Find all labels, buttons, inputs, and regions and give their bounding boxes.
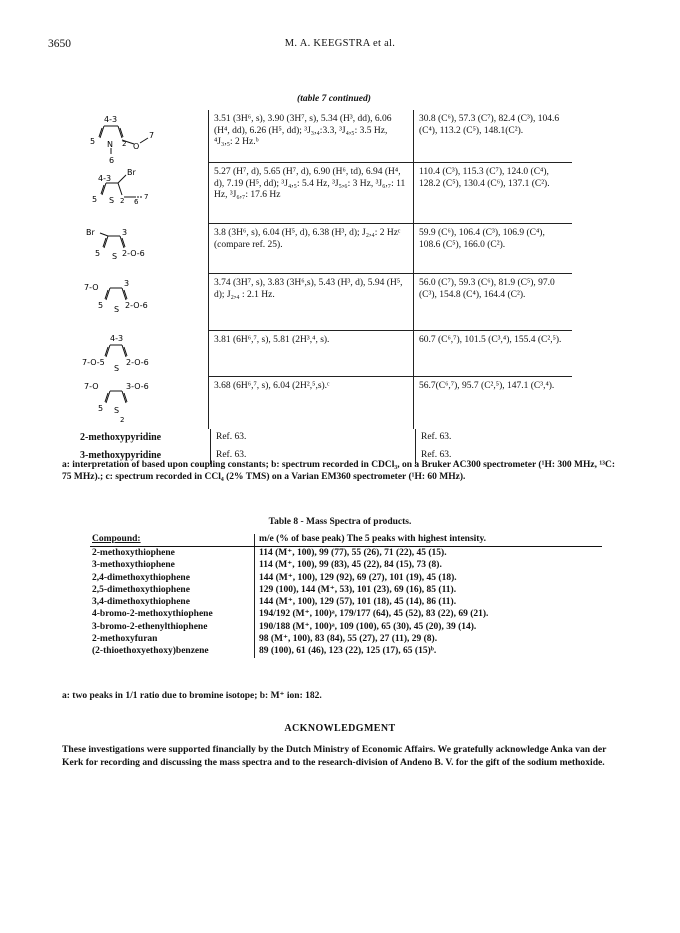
peaks-cell: 89 (100), 61 (46), 123 (22), 125 (17), 65 (15)ᵇ. bbox=[254, 645, 602, 657]
table-row bbox=[90, 621, 602, 633]
h-nmr-cell: 3.74 (3H⁷, s), 3.83 (3H⁶,s), 5.43 (H³, d), 5.94 (H⁵, d); J₂,₄ : 2.1 Hz. bbox=[208, 274, 413, 331]
table-row bbox=[78, 110, 572, 163]
structure-6-drawing bbox=[82, 377, 192, 433]
structure-5 bbox=[82, 331, 192, 377]
h-nmr-cell: 3.51 (3H⁶, s), 3.90 (3H⁷, s), 5.34 (H³, dd), 6.06 (H⁴, dd), 6.26 (H⁵, dd); ³J₃,₄:3.3, ³J₄,₅: 3.5 Hz, ⁴J₃,₅: 2 Hz.ᵇ bbox=[208, 110, 413, 163]
structure-1-label-43: 4-3 bbox=[104, 115, 118, 124]
table-header-row bbox=[90, 534, 602, 547]
table-row bbox=[90, 584, 602, 596]
structure-1 bbox=[82, 110, 192, 163]
structure-cell bbox=[78, 224, 208, 274]
structure-3-label-5: 5 bbox=[95, 249, 101, 258]
table-row bbox=[90, 645, 602, 657]
c-nmr-cell: 56.7(C⁶,⁷), 95.7 (C²,⁵), 147.1 (C³,⁴). bbox=[413, 377, 572, 429]
peaks-cell: 114 (M⁺, 100), 99 (83), 45 (22), 84 (15), 73 (8). bbox=[254, 559, 602, 571]
structure-4-drawing bbox=[82, 274, 192, 334]
structure-4-label-3: 3 bbox=[124, 279, 130, 288]
structure-5-sulfur: S bbox=[114, 364, 120, 373]
h-nmr-cell: 3.68 (6H⁶,⁷, s), 6.04 (2H²,⁵,s).ᶜ bbox=[208, 377, 413, 429]
structure-1-label-7: 7 bbox=[149, 131, 155, 140]
compound-cell: 2-methoxythiophene bbox=[92, 548, 175, 558]
table-row bbox=[90, 596, 602, 608]
peaks-cell: 129 (100), 144 (M⁺, 53), 101 (23), 69 (16), 85 (11). bbox=[254, 584, 602, 596]
structure-6-label-5: 5 bbox=[98, 404, 104, 413]
running-header bbox=[48, 38, 632, 54]
table-row bbox=[90, 559, 602, 571]
compound-cell: 2-methoxyfuran bbox=[92, 634, 158, 645]
peaks-cell: 144 (M⁺, 100), 129 (92), 69 (27), 101 (19), 45 (18). bbox=[254, 572, 602, 584]
table-row bbox=[78, 163, 572, 224]
structure-1-label-6: 6 bbox=[109, 156, 115, 165]
peaks-cell: 144 (M⁺, 100), 129 (57), 101 (18), 45 (14), 86 (11). bbox=[254, 596, 602, 608]
structure-5-methoxy-right: 2-O-6 bbox=[126, 358, 149, 367]
h-nmr-cell: 3.81 (6H⁶,⁷, s), 5.81 (2H³,⁴, s). bbox=[208, 331, 413, 377]
header-compound: Compound: bbox=[92, 534, 141, 544]
c-nmr-cell: Ref. 63. bbox=[415, 429, 574, 447]
compound-cell: 4-bromo-2-methoxythiophene bbox=[92, 609, 213, 620]
structure-1-drawing bbox=[82, 110, 192, 170]
peaks-cell: 98 (M⁺, 100), 83 (84), 55 (27), 27 (11), 29 (8). bbox=[254, 633, 602, 645]
c-nmr-cell: 110.4 (C³), 115.3 (C⁷), 124.0 (C⁴), 128.2 (C⁵), 130.4 (C⁶), 137.1 (C²). bbox=[413, 163, 572, 224]
h-nmr-cell: Ref. 63. bbox=[210, 447, 415, 465]
structure-3-label-3: 3 bbox=[122, 228, 128, 237]
running-authors: M. A. KEEGSTRA et al. bbox=[284, 38, 396, 49]
structure-2 bbox=[82, 163, 192, 224]
h-nmr-cell: 3.8 (3H⁶, s), 6.04 (H⁵, d), 6.38 (H³, d); J₂,₄: 2 Hzᶜ (compare ref. 25). bbox=[208, 224, 413, 274]
structure-3-methoxy: 2-O-6 bbox=[122, 249, 145, 258]
structure-4 bbox=[82, 274, 192, 331]
structure-6-methoxy-left: 7-O bbox=[84, 382, 99, 391]
structure-1-nitrogen: N bbox=[107, 140, 113, 149]
c-nmr-cell: 60.7 (C⁶,⁷), 101.5 (C³,⁴), 155.4 (C²,⁵). bbox=[413, 331, 572, 377]
table8 bbox=[90, 534, 602, 658]
structure-2-sulfur: S bbox=[109, 196, 115, 205]
structure-cell bbox=[78, 163, 208, 224]
compound-cell: 3-methoxythiophene bbox=[92, 560, 175, 571]
header-values: m/e (% of base peak) The 5 peaks with highest intensity. bbox=[254, 534, 602, 546]
structure-3-drawing bbox=[82, 224, 192, 274]
structure-cell bbox=[78, 110, 208, 163]
structure-2-label-7: 7 bbox=[144, 193, 149, 201]
structure-5-methoxy-left: 7-O-5 bbox=[82, 358, 105, 367]
page-number: 3650 bbox=[48, 38, 71, 50]
structure-2-label-6: 6 bbox=[134, 198, 139, 206]
compound-name-cell: 2-methoxypyridine bbox=[80, 432, 162, 443]
structure-6-label-2: 2 bbox=[120, 416, 125, 424]
compound-cell: 2,5-dimethoxythiophene bbox=[92, 584, 190, 595]
structure-3 bbox=[82, 224, 192, 274]
structure-3-bromine: Br bbox=[86, 228, 95, 237]
structure-4-sulfur: S bbox=[114, 305, 120, 314]
compound-name-cell: 3-methoxypyridine bbox=[80, 449, 162, 461]
table7-continued-label: (table 7 continued) bbox=[297, 94, 371, 104]
c-nmr-cell: 56.0 (C⁷), 59.3 (C⁶), 81.9 (C⁵), 97.0 (C³), 154.8 (C⁴), 164.4 (C²). bbox=[413, 274, 572, 331]
c-nmr-cell: 30.8 (C⁶), 57.3 (C⁷), 82.4 (C³), 104.6 (C⁴), 113.2 (C⁵), 148.1(C²). bbox=[413, 110, 572, 163]
compound-cell: 2,4-dimethoxythiophene bbox=[92, 572, 190, 583]
table-row bbox=[90, 633, 602, 645]
structure-2-label-2: 2 bbox=[120, 197, 125, 205]
table-row bbox=[90, 608, 602, 620]
structure-6-sulfur: S bbox=[114, 406, 120, 415]
structure-4-label-5: 5 bbox=[98, 301, 104, 310]
acknowledgment-text: These investigations were supported financially by the Dutch Ministry of Economic Affairs. We gratefully acknowledge Anka van der Kerk for recording and discussing the mass spectra and to the research-division of Andeno B. V. for the gift of the sodium methoxide. bbox=[62, 744, 607, 768]
compound-cell: 3,4-dimethoxythiophene bbox=[92, 597, 190, 608]
structure-2-label-43: 4-3 bbox=[98, 174, 112, 183]
peaks-cell: 194/192 (M⁺, 100)ᵃ, 179/177 (64), 45 (52), 83 (22), 69 (21). bbox=[254, 608, 602, 620]
table-row bbox=[78, 331, 572, 377]
table-row bbox=[78, 224, 572, 274]
peaks-cell: 190/188 (M⁺, 100)ᵃ, 109 (100), 65 (30), 45 (20), 39 (14). bbox=[254, 621, 602, 633]
table-row bbox=[78, 274, 572, 331]
structure-1-label-2: 2 bbox=[122, 140, 127, 148]
table8-footnote: a: two peaks in 1/1 ratio due to bromine isotope; b: M⁺ ion: 182. bbox=[62, 691, 322, 701]
structure-cell bbox=[78, 274, 208, 331]
structure-4-methoxy-right: 2-O-6 bbox=[125, 301, 148, 310]
compound-cell: (2-thioethoxyethoxy)benzene bbox=[92, 646, 209, 657]
c-nmr-cell: 59.9 (C⁶), 106.4 (C³), 106.9 (C⁴), 108.6 (C⁵), 166.0 (C²). bbox=[413, 224, 572, 274]
acknowledgment-heading: ACKNOWLEDGMENT bbox=[284, 723, 396, 734]
table8-title: Table 8 - Mass Spectra of products. bbox=[268, 517, 412, 527]
table7-continuation bbox=[78, 110, 572, 464]
peaks-cell: 114 (M⁺, 100), 99 (77), 55 (26), 71 (22), 45 (15). bbox=[254, 547, 602, 559]
compound-cell: 3-bromo-2-ethenylthiophene bbox=[92, 621, 208, 632]
table-row bbox=[90, 572, 602, 584]
table-row bbox=[78, 377, 572, 429]
table-row bbox=[90, 547, 602, 559]
h-nmr-cell: 5.27 (H⁷, d), 5.65 (H⁷, d), 6.90 (H⁶, td), 6.94 (H⁴, d), 7.19 (H⁵, dd); ³J₄,₅: 5.4 Hz, ³J₅,₆: 3 Hz, ³J₆,₇: 11 Hz, ³J₆,₇: 17.6 Hz bbox=[208, 163, 413, 224]
c-nmr-cell: Ref. 63. bbox=[415, 447, 574, 465]
table-row bbox=[78, 429, 572, 447]
structure-6 bbox=[82, 377, 192, 429]
structure-5-label-43: 4-3 bbox=[110, 334, 124, 343]
table7-footnote: a: interpretation of based upon coupling constants; b: spectrum recorded in CDCl₃, on a Bruker AC300 spectrometer (¹H: 300 MHz, ¹³C: 75 MHz).; c: spectrum recorded in CCl₄ (2% TMS) on a Varian EM360 spectrometer (¹H: 60 MHz). bbox=[62, 460, 616, 482]
structure-1-oxygen: O bbox=[133, 142, 140, 151]
structure-3-sulfur: S bbox=[112, 252, 118, 261]
structure-cell bbox=[78, 331, 208, 377]
h-nmr-cell: Ref. 63. bbox=[210, 429, 415, 447]
structure-1-label-5: 5 bbox=[90, 137, 96, 146]
structure-4-methoxy-left: 7-O bbox=[84, 283, 99, 292]
structure-cell bbox=[78, 377, 208, 429]
structure-6-methoxy-right: 3-O-6 bbox=[126, 382, 149, 391]
structure-2-label-5: 5 bbox=[92, 195, 98, 204]
structure-2-drawing bbox=[82, 163, 192, 223]
structure-2-bromine: Br bbox=[127, 168, 136, 177]
